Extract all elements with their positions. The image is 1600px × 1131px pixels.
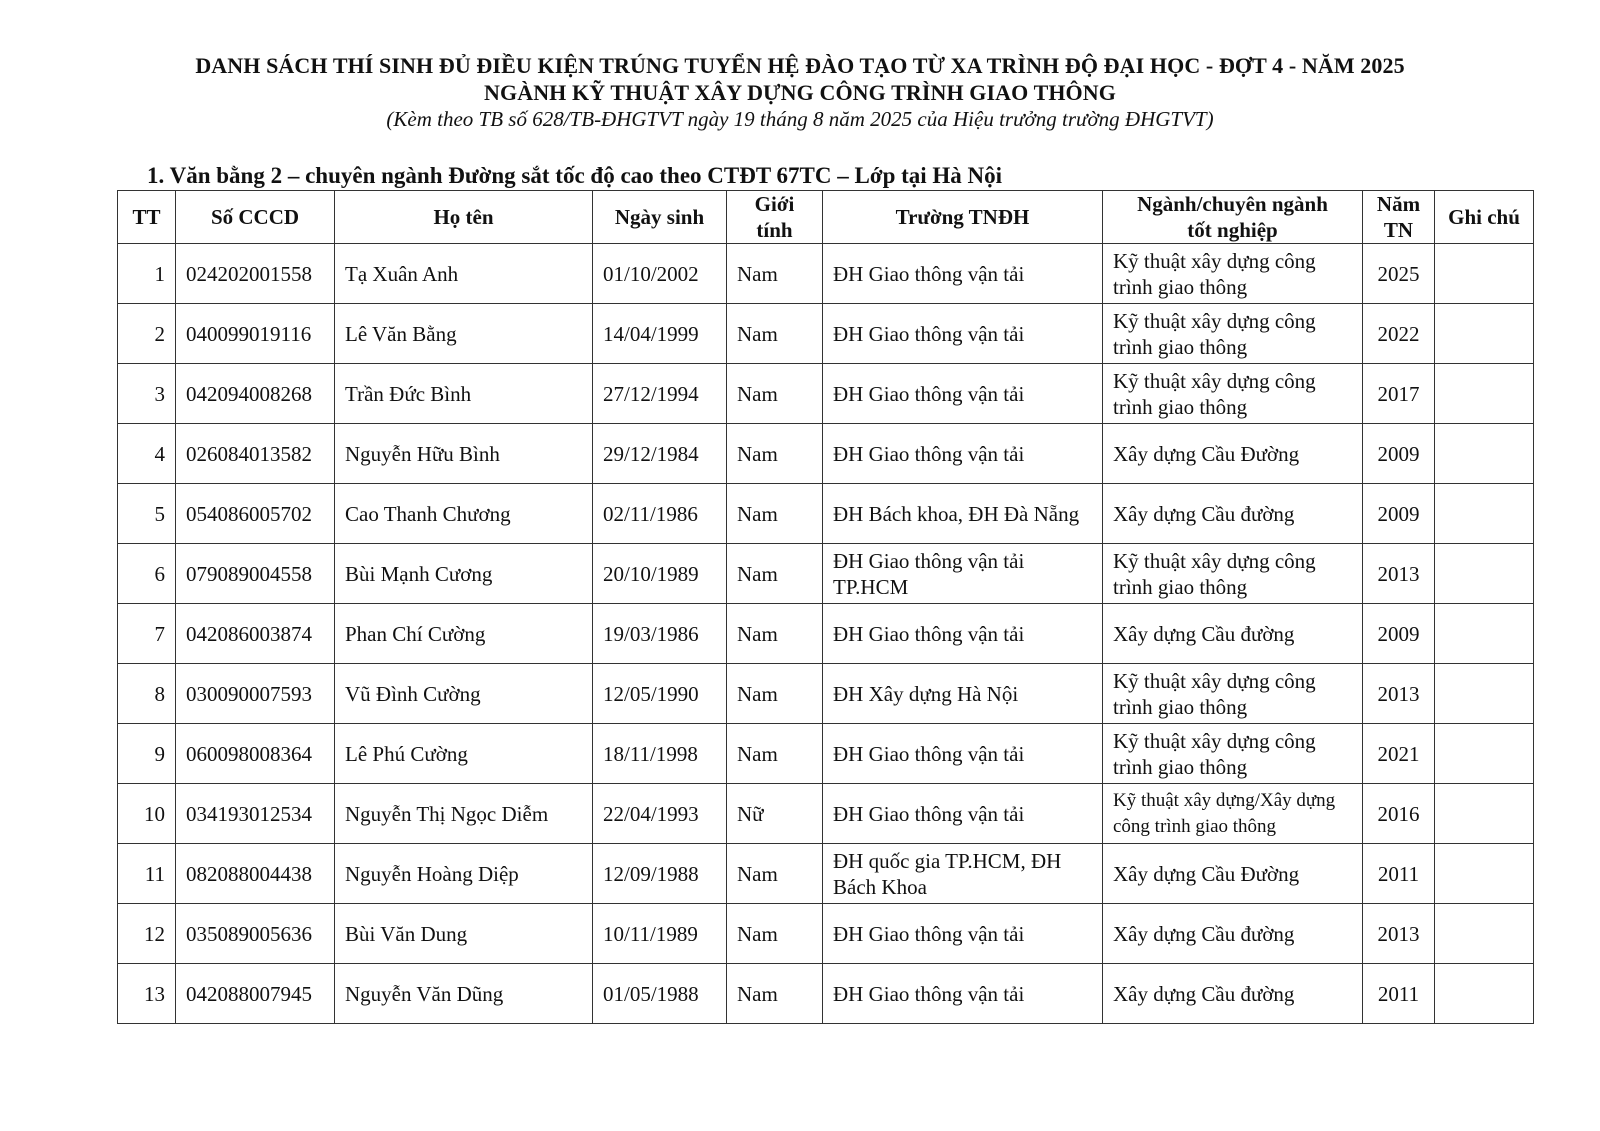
- table-row: [118, 364, 1534, 424]
- cell-dob: 10/11/1989: [593, 904, 727, 964]
- header-year: [1363, 191, 1435, 244]
- cell-dob: 27/12/1994: [593, 364, 727, 424]
- table-row: [118, 544, 1534, 604]
- cell-year: 2013: [1363, 664, 1435, 724]
- cell-major: Kỹ thuật xây dựng công trình giao thông: [1103, 364, 1363, 424]
- cell-tt: 7: [118, 604, 176, 664]
- cell-dob: 29/12/1984: [593, 424, 727, 484]
- document-header: [0, 52, 1600, 133]
- cell-note: [1435, 484, 1534, 544]
- header-school: Trường TNĐH: [823, 191, 1103, 244]
- cell-school: ĐH Giao thông vận tải: [823, 244, 1103, 304]
- cell-name: Vũ Đình Cường: [335, 664, 593, 724]
- cell-gender: Nam: [727, 424, 823, 484]
- cell-school: ĐH Giao thông vận tải: [823, 724, 1103, 784]
- cell-school: ĐH Giao thông vận tải: [823, 904, 1103, 964]
- cell-school: ĐH Giao thông vận tải: [823, 424, 1103, 484]
- cell-gender: Nam: [727, 544, 823, 604]
- cell-year: 2011: [1363, 844, 1435, 904]
- section-heading: 1. Văn bằng 2 – chuyên ngành Đường sắt tốc độ cao theo CTĐT 67TC – Lớp tại Hà Nội: [147, 163, 1003, 188]
- cell-major: Xây dựng Cầu Đường: [1103, 424, 1363, 484]
- cell-major: Xây dựng Cầu Đường: [1103, 844, 1363, 904]
- document-title-line-2: NGÀNH KỸ THUẬT XÂY DỰNG CÔNG TRÌNH GIAO THÔNG: [484, 80, 1116, 105]
- cell-name: Nguyễn Hoàng Diệp: [335, 844, 593, 904]
- cell-note: [1435, 364, 1534, 424]
- header-major-line-2: tốt nghiệp: [1187, 218, 1278, 242]
- cell-name: Nguyễn Hữu Bình: [335, 424, 593, 484]
- cell-name: Nguyễn Thị Ngọc Diễm: [335, 784, 593, 844]
- cell-name: Nguyễn Văn Dũng: [335, 964, 593, 1024]
- header-gender-line-2: tính: [756, 218, 793, 242]
- cell-major: Kỹ thuật xây dựng công trình giao thông: [1103, 724, 1363, 784]
- cell-year: 2009: [1363, 424, 1435, 484]
- cell-school: ĐH Xây dựng Hà Nội: [823, 664, 1103, 724]
- header-name: Họ tên: [335, 191, 593, 244]
- cell-tt: 8: [118, 664, 176, 724]
- table-row: [118, 844, 1534, 904]
- table-row: [118, 904, 1534, 964]
- cell-major: Xây dựng Cầu đường: [1103, 604, 1363, 664]
- cell-dob: 01/05/1988: [593, 964, 727, 1024]
- cell-dob: 22/04/1993: [593, 784, 727, 844]
- cell-tt: 6: [118, 544, 176, 604]
- cell-name: Bùi Văn Dung: [335, 904, 593, 964]
- cell-major: Xây dựng Cầu đường: [1103, 904, 1363, 964]
- cell-cccd: 035089005636: [176, 904, 335, 964]
- cell-year: 2013: [1363, 904, 1435, 964]
- cell-cccd: 042094008268: [176, 364, 335, 424]
- cell-gender: Nam: [727, 844, 823, 904]
- table-row: [118, 964, 1534, 1024]
- cell-gender: Nam: [727, 904, 823, 964]
- cell-school: ĐH Giao thông vận tải: [823, 304, 1103, 364]
- cell-cccd: 024202001558: [176, 244, 335, 304]
- cell-tt: 5: [118, 484, 176, 544]
- cell-dob: 01/10/2002: [593, 244, 727, 304]
- cell-major: Kỹ thuật xây dựng công trình giao thông: [1103, 304, 1363, 364]
- header-year-line-1: Năm: [1376, 192, 1421, 216]
- cell-note: [1435, 244, 1534, 304]
- cell-year: 2017: [1363, 364, 1435, 424]
- cell-school: ĐH Giao thông vận tải: [823, 964, 1103, 1024]
- cell-cccd: 034193012534: [176, 784, 335, 844]
- table-row: [118, 724, 1534, 784]
- cell-note: [1435, 784, 1534, 844]
- header-cccd: Số CCCD: [176, 191, 335, 244]
- cell-tt: 12: [118, 904, 176, 964]
- table-row: [118, 424, 1534, 484]
- cell-cccd: 030090007593: [176, 664, 335, 724]
- cell-school: ĐH Giao thông vận tải: [823, 604, 1103, 664]
- cell-name: Lê Văn Bằng: [335, 304, 593, 364]
- cell-year: 2009: [1363, 484, 1435, 544]
- header-year-line-2: TN: [1383, 218, 1414, 242]
- candidate-table: [117, 190, 1534, 1024]
- cell-note: [1435, 964, 1534, 1024]
- cell-dob: 18/11/1998: [593, 724, 727, 784]
- cell-dob: 20/10/1989: [593, 544, 727, 604]
- cell-gender: Nam: [727, 724, 823, 784]
- cell-school: ĐH Giao thông vận tải: [823, 784, 1103, 844]
- cell-tt: 1: [118, 244, 176, 304]
- cell-name: Tạ Xuân Anh: [335, 244, 593, 304]
- cell-year: 2011: [1363, 964, 1435, 1024]
- cell-year: 2022: [1363, 304, 1435, 364]
- header-gender: [727, 191, 823, 244]
- cell-dob: 02/11/1986: [593, 484, 727, 544]
- cell-school: ĐH Bách khoa, ĐH Đà Nẵng: [823, 484, 1103, 544]
- cell-gender: Nam: [727, 964, 823, 1024]
- cell-dob: 14/04/1999: [593, 304, 727, 364]
- header-gender-line-1: Giới: [754, 192, 795, 216]
- cell-major: Xây dựng Cầu đường: [1103, 964, 1363, 1024]
- cell-year: 2025: [1363, 244, 1435, 304]
- cell-tt: 9: [118, 724, 176, 784]
- document-title-line-1: DANH SÁCH THÍ SINH ĐỦ ĐIỀU KIỆN TRÚNG TUYỂN HỆ ĐÀO TẠO TỪ XA TRÌNH ĐỘ ĐẠI HỌC - ĐỢT 4 - NĂM 2025: [195, 53, 1405, 78]
- cell-cccd: 042088007945: [176, 964, 335, 1024]
- cell-major: Kỹ thuật xây dựng/Xây dựng công trình giao thông: [1103, 784, 1363, 844]
- cell-gender: Nam: [727, 304, 823, 364]
- table-row: [118, 664, 1534, 724]
- cell-major: Kỹ thuật xây dựng công trình giao thông: [1103, 664, 1363, 724]
- cell-gender: Nam: [727, 604, 823, 664]
- table-row: [118, 304, 1534, 364]
- cell-gender: Nam: [727, 484, 823, 544]
- cell-year: 2021: [1363, 724, 1435, 784]
- cell-major: Kỹ thuật xây dựng công trình giao thông: [1103, 544, 1363, 604]
- table-row: [118, 484, 1534, 544]
- cell-tt: 13: [118, 964, 176, 1024]
- cell-note: [1435, 424, 1534, 484]
- cell-tt: 11: [118, 844, 176, 904]
- document-subtitle: (Kèm theo TB số 628/TB-ĐHGTVT ngày 19 tháng 8 năm 2025 của Hiệu trưởng trường ĐHGTVT): [386, 107, 1214, 131]
- cell-school: ĐH Giao thông vận tải TP.HCM: [823, 544, 1103, 604]
- cell-cccd: 042086003874: [176, 604, 335, 664]
- cell-cccd: 079089004558: [176, 544, 335, 604]
- cell-gender: Nam: [727, 244, 823, 304]
- cell-note: [1435, 904, 1534, 964]
- cell-dob: 12/09/1988: [593, 844, 727, 904]
- header-major: [1103, 191, 1363, 244]
- cell-note: [1435, 304, 1534, 364]
- header-dob: Ngày sinh: [593, 191, 727, 244]
- cell-dob: 12/05/1990: [593, 664, 727, 724]
- cell-note: [1435, 604, 1534, 664]
- cell-cccd: 082088004438: [176, 844, 335, 904]
- table-row: [118, 244, 1534, 304]
- header-major-line-1: Ngành/chuyên ngành: [1137, 192, 1328, 216]
- header-note: Ghi chú: [1435, 191, 1534, 244]
- cell-name: Cao Thanh Chương: [335, 484, 593, 544]
- cell-year: 2009: [1363, 604, 1435, 664]
- cell-year: 2016: [1363, 784, 1435, 844]
- cell-tt: 2: [118, 304, 176, 364]
- cell-school: ĐH quốc gia TP.HCM, ĐH Bách Khoa: [823, 844, 1103, 904]
- cell-note: [1435, 664, 1534, 724]
- cell-tt: 4: [118, 424, 176, 484]
- cell-cccd: 054086005702: [176, 484, 335, 544]
- cell-name: Lê Phú Cường: [335, 724, 593, 784]
- table-row: [118, 604, 1534, 664]
- cell-year: 2013: [1363, 544, 1435, 604]
- cell-tt: 3: [118, 364, 176, 424]
- cell-note: [1435, 544, 1534, 604]
- cell-name: Phan Chí Cường: [335, 604, 593, 664]
- cell-note: [1435, 844, 1534, 904]
- cell-school: ĐH Giao thông vận tải: [823, 364, 1103, 424]
- table-header-row: [118, 191, 1534, 244]
- header-tt: TT: [118, 191, 176, 244]
- cell-name: Trần Đức Bình: [335, 364, 593, 424]
- cell-major: Kỹ thuật xây dựng công trình giao thông: [1103, 244, 1363, 304]
- cell-gender: Nam: [727, 364, 823, 424]
- cell-name: Bùi Mạnh Cương: [335, 544, 593, 604]
- cell-gender: Nữ: [727, 784, 823, 844]
- cell-major: Xây dựng Cầu đường: [1103, 484, 1363, 544]
- cell-cccd: 060098008364: [176, 724, 335, 784]
- cell-cccd: 040099019116: [176, 304, 335, 364]
- cell-tt: 10: [118, 784, 176, 844]
- cell-cccd: 026084013582: [176, 424, 335, 484]
- cell-dob: 19/03/1986: [593, 604, 727, 664]
- cell-note: [1435, 724, 1534, 784]
- cell-gender: Nam: [727, 664, 823, 724]
- table-row: [118, 784, 1534, 844]
